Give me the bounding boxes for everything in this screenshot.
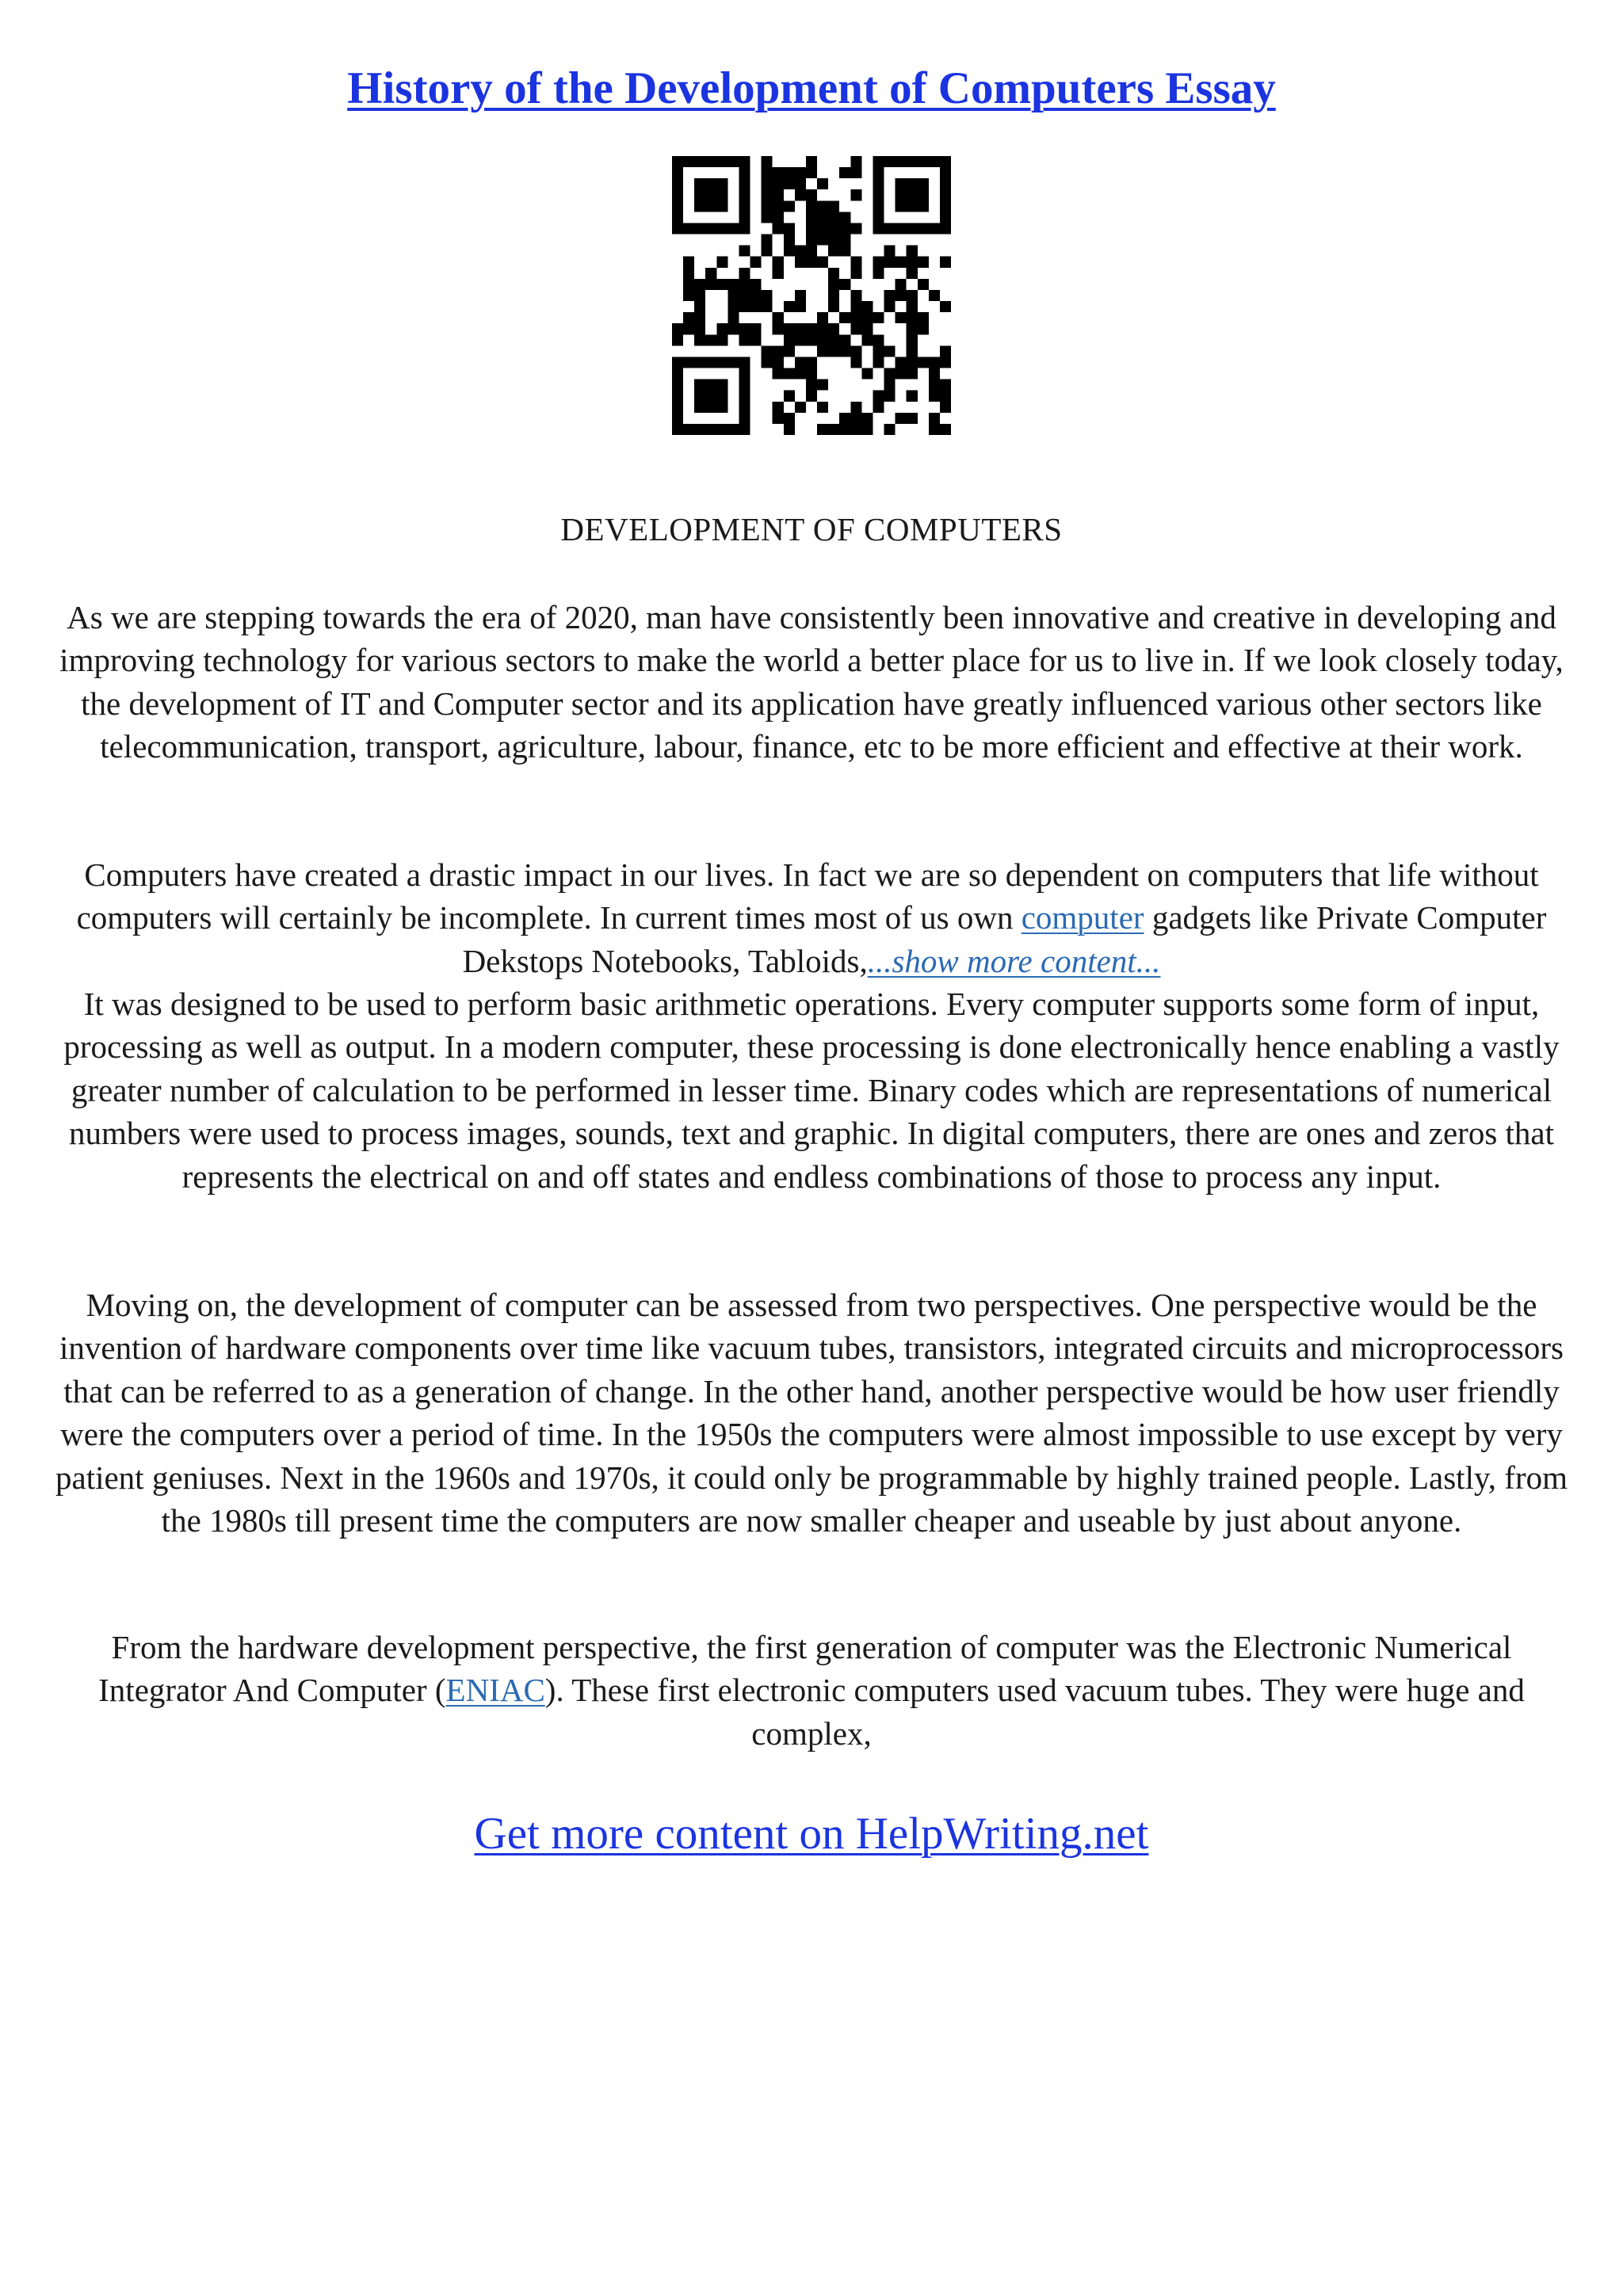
page-title: [0, 57, 1623, 120]
eniac-link[interactable]: ENIAC: [445, 1672, 545, 1709]
paragraph-4: [55, 1283, 1568, 1542]
paragraph-5: [55, 1626, 1568, 1755]
paragraph-1-text: As we are stepping towards the era of 2020, man have consistently been innovative and creative in developing and improving technology for various sectors to make the world a better place for us to live in. If we look closely today, the development of IT and Computer sector and its application have greatly influenced various other sectors like telecommunication, transport, agriculture, labour, finance, etc to be more efficient and effective at their work.: [59, 599, 1564, 765]
paragraph-3: [55, 982, 1568, 1198]
paragraph-1: [55, 596, 1568, 769]
footer: [0, 1802, 1623, 1866]
paragraph-3-text: It was designed to be used to perform basic arithmetic operations. Every computer supports some form of input, processing as well as output. In a modern computer, these processing is done electronically hence enabling a vastly greater number of calculation to be performed in lesser time. Binary codes which are representations of numerical numbers were used to process images, sounds, text and graphic. In digital computers, there are ones and zeros that represents the electrical on and off states and endless combinations of those to process any input.: [63, 986, 1560, 1195]
title-link[interactable]: History of the Development of Computers Essay: [347, 63, 1276, 113]
paragraph-2: [55, 853, 1568, 982]
paragraph-2-text: [55, 853, 1568, 982]
paragraph-2-lead: Computers have created a drastic impact in our lives. In fact we are so dependent on computers that life without computers will certainly be incomplete. In current times most of us own: [76, 856, 1539, 936]
paragraph-4-text: Moving on, the development of computer can be assessed from two perspectives. One perspective would be the invention of hardware components over time like vacuum tubes, transistors, integrated circuits and microprocessors that can be referred to as a generation of change. In the other hand, another perspective would be how user friendly were the computers over a period of time. In the 1950s the computers were almost impossible to use except by very patient geniuses. Next in the 1960s and 1970s, it could only be programmable by highly trained people. Lastly, from the 1980s till present time the computers are now smaller cheaper and useable by just about anyone.: [55, 1287, 1568, 1539]
paragraph-5-tail: ). These first electronic computers used vacuum tubes. They were huge and complex,: [544, 1672, 1525, 1752]
get-more-content-link[interactable]: Get more content on HelpWriting.net: [474, 1809, 1149, 1859]
paragraph-5-text: [55, 1626, 1568, 1755]
essay-heading: DEVELOPMENT OF COMPUTERS: [560, 511, 1063, 547]
paragraph-5-lead: From the hardware development perspective, the first generation of computer was the Electronic Numerical Integrator And Computer (: [98, 1629, 1512, 1709]
show-more-link[interactable]: ...show more content...: [867, 942, 1161, 979]
computer-link[interactable]: computer: [1021, 899, 1144, 936]
paragraph-2-tail: gadgets like Private Computer Dekstops Notebooks, Tabloids,: [462, 899, 1547, 979]
qr-code-icon: [672, 156, 951, 435]
